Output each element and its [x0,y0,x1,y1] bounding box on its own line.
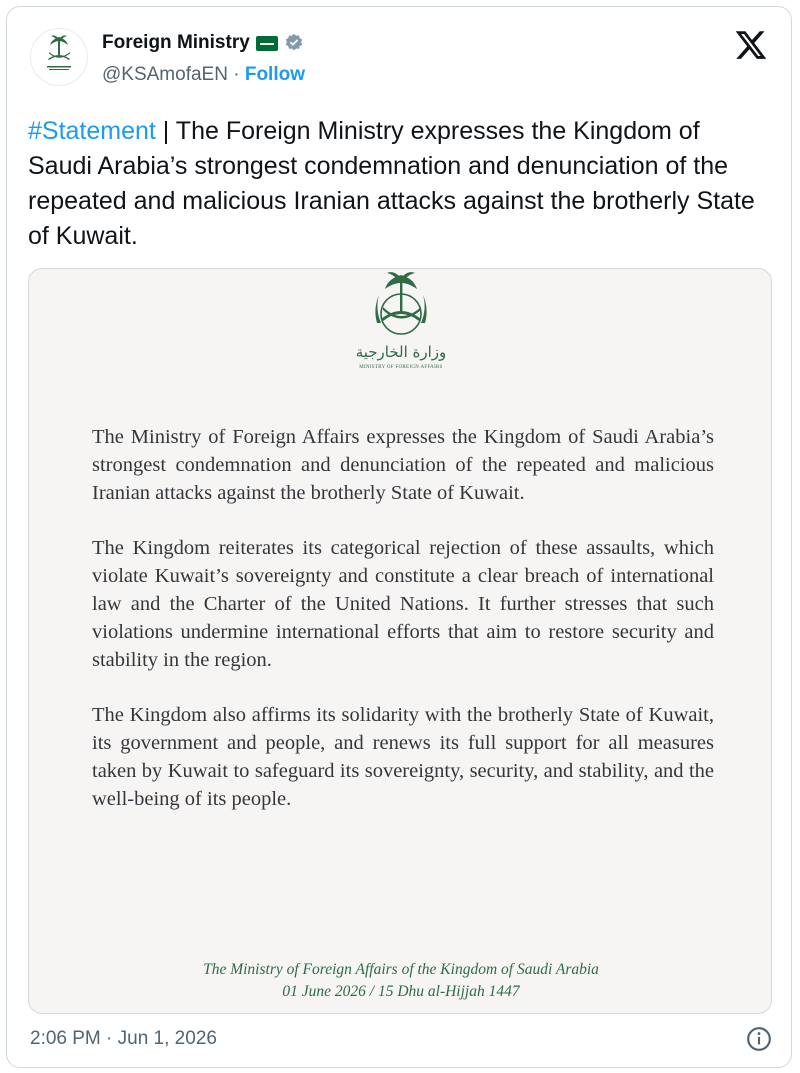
x-logo-icon[interactable] [734,28,768,62]
follow-button[interactable]: Follow [244,64,305,85]
ministry-emblem-icon [339,269,463,379]
signoff-date: 01 June 2026 / 15 Dhu al-Hijjah 1447 [282,983,520,1000]
account-handle[interactable]: @KSAmofaEN [102,64,228,85]
tweet-body: | The Foreign Ministry expresses the Kingdom of Saudi Arabia’s strongest condemnation and denunciation of the repeated and malicious Iranian attacks against the brotherly State of Kuwait. [28,117,755,250]
statement-body [92,423,714,840]
avatar[interactable] [30,28,88,86]
info-icon[interactable] [746,1026,772,1052]
account-name[interactable]: Foreign Ministry [102,32,250,53]
ministry-emblem-avatar-icon [31,29,87,85]
saudi-flag-icon [256,36,278,51]
statement-paragraph: The Ministry of Foreign Affairs expresses the Kingdom of Saudi Arabia’s strongest condemnation and denunciation of the repeated and malicious Iranian attacks against the brotherly State of Kuwait. [92,426,714,504]
signoff-issuer: The Ministry of Foreign Affairs of the Kingdom of Saudi Arabia [203,961,599,978]
verified-badge-icon [284,33,304,53]
tweet-timestamp[interactable]: 2:06 PM · Jun 1, 2026 [30,1028,217,1049]
english-ministry-title: MINISTRY OF FOREIGN AFFAIRS [359,365,443,370]
statement-paragraph: The Kingdom reiterates its categorical rejection of these assaults, which violate Kuwait’s sovereignty and constitute a clear breach of international law and the Charter of the United Nations. It further stresses that such violations undermine international efforts that aim to restore security and stability in the region. [92,537,714,671]
tweet-header [30,28,770,98]
hashtag-link[interactable]: #Statement [28,117,156,145]
handle-separator: · [227,64,245,85]
statement-image[interactable] [28,268,772,1014]
statement-paragraph: The Kingdom also affirms its solidarity with the brotherly State of Kuwait, its government and people, and renews its full support for all measures taken by Kuwait to safeguard its sovereignty, security, and stability, and the well-being of its people. [92,704,714,810]
statement-signoff [29,959,772,1003]
arabic-ministry-title: وزارة الخارجية [355,343,447,361]
tweet-text [28,114,768,254]
